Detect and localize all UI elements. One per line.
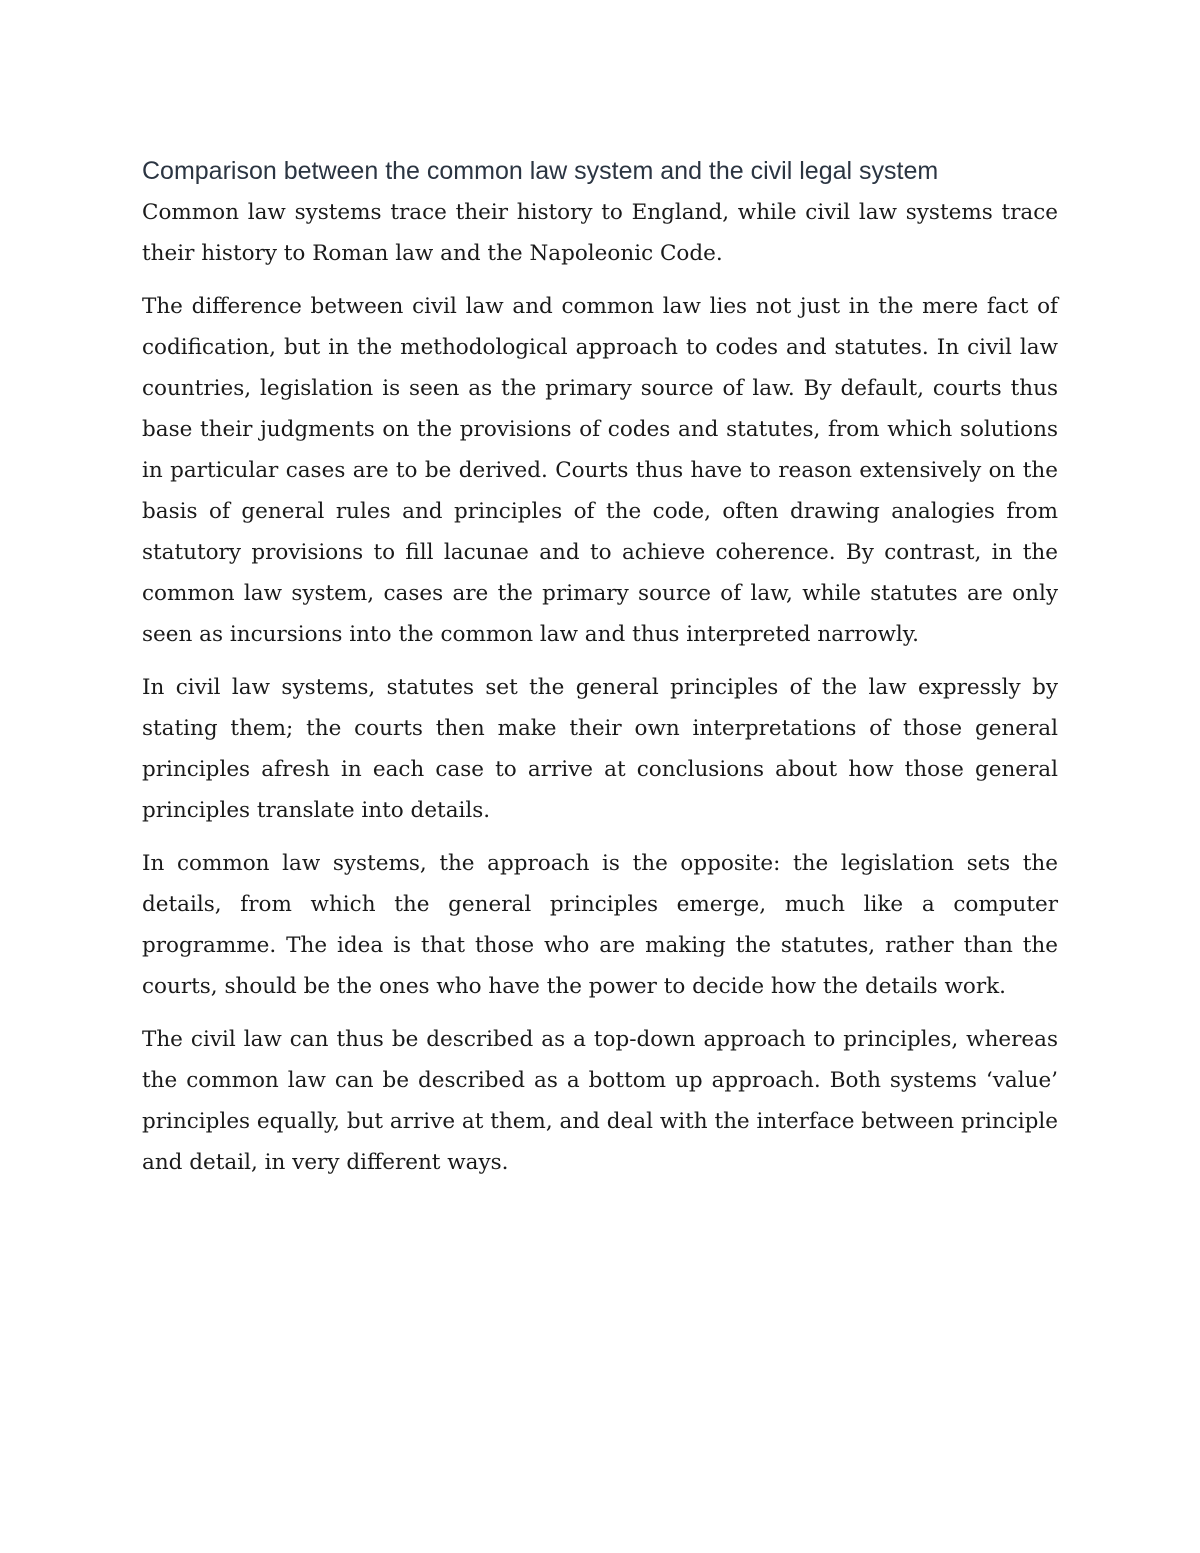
- paragraph-methodology: The difference between civil law and common law lies not just in the mere fact of codification, but in the methodological approach to codes and statutes. In civil law countries, legislation is seen as the primary source of law. By default, courts thus base their judgments on the provisions of codes and statutes, from which solutions in particular cases are to be derived. Courts thus have to reason extensively on the basis of general rules and principles of the code, often drawing analogies from statutory provisions to fill lacunae and to achieve coherence. By contrast, in the common law system, cases are the primary source of law, while statutes are only seen as incursions into the common law and thus interpreted narrowly.: [142, 294, 1058, 647]
- paragraph-civil-law-principles: In civil law systems, statutes set the general principles of the law expressly by stating them; the courts then make their own interpretations of those general principles afresh in each case to arrive at conclusions about how those general principles translate into details.: [142, 675, 1058, 823]
- paragraph-history: Common law systems trace their history to England, while civil law systems trace their history to Roman law and the Napoleonic Code.: [142, 200, 1058, 266]
- paragraph-common-law-approach: In common law systems, the approach is the opposite: the legislation sets the details, from which the general principles emerge, much like a computer programme. The idea is that those who are making the statutes, rather than the courts, should be the ones who have the power to decide how the details work.: [142, 851, 1058, 999]
- paragraph-conclusion: The civil law can thus be described as a top-down approach to principles, whereas the common law can be described as a bottom up approach. Both systems ‘value’ principles equally, but arrive at them, and deal with the interface between principle and detail, in very different ways.: [142, 1027, 1058, 1175]
- document-title: Comparison between the common law system and the civil legal system: [142, 157, 939, 185]
- document-body: [142, 152, 1058, 1195]
